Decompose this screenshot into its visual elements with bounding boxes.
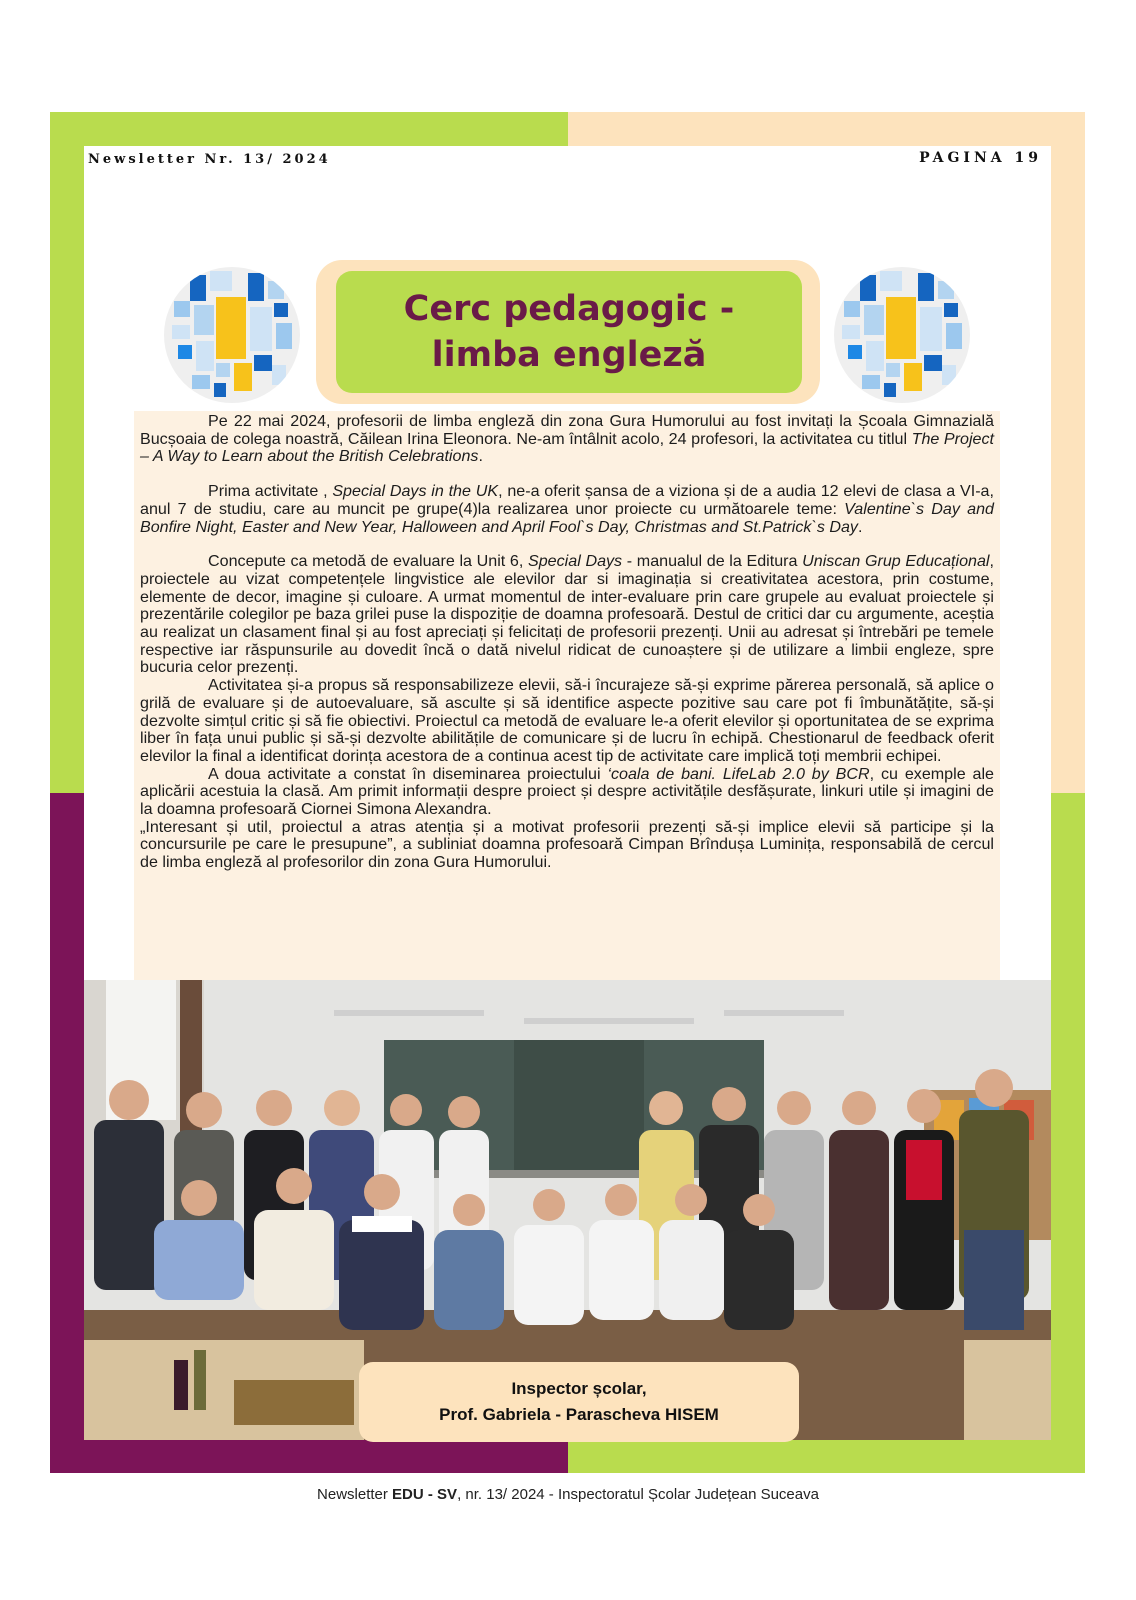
mosaic-decoration-right-icon xyxy=(834,267,970,403)
paragraph-3: Concepute ca metodă de evaluare la Unit 6, Special Days - manualul de la Editura Uniscan Grup Educațional, proiectele au vizat competențele lingvistice ale elevilor dar si imaginația si creativitatea acestora, prin costume, elemente de decor, imagine și culoare. A urmat momentul de inter-evaluare prin care grupele au evaluat proiectele și prezentările colegilor pe baza grilei puse la dispoziție de doamna profesoară. Destul de critici dar cu argumente, aceștia au realizat un clasament final și au fost apreciați și felicitați de profesorii prezenți. Unii au adresat și întrebări pe temele respective iar răspunsurile au dovedit încă o dată nivelul ridicat de cunoaștere și de utilizare a limbii engleze, spre bucuria celor prezenți. xyxy=(140,552,994,677)
paragraph-6-quote: „Interesant și util, proiectul a atras atenția și a motivat profesorii prezenți să-și implice elevii să participe și la concursurile pe care le presupune”, a subliniat doamna profesoară Cimpan Brîndușa Luminița, responsabilă de cercul de limba engleză al profesorilor din zona Gura Humorului. xyxy=(140,817,994,872)
mosaic-decoration-left-icon xyxy=(164,267,300,403)
page-footer: Newsletter EDU - SV, nr. 13/ 2024 - Inspectoratul Școlar Județean Suceava xyxy=(317,1486,819,1503)
author-name: Prof. Gabriela - Parascheva HISEM xyxy=(439,1405,719,1424)
paragraph-4: Activitatea și-a propus să responsabilizeze elevii, să-i încurajeze să-și exprime părerea personală, să aplice o grilă de evaluare și de autoevaluare, să asculte și să identifice aspecte pozitive sau care pot fi îmbunătățite, să-și dezvolte simțul critic și să fie obiectivi. Proiectul ca metodă de evaluare le-a oferit elevilor și oportunitatea de se exprima liber în fața unui public și să-și dezvolte abilitățile de comunicare și de lucru în echipă. Chestionarul de feedback oferit elevilor la final a identificat dorința acestora de a continua acest tip de activitate care implică toți membrii echipei. xyxy=(140,676,994,765)
paragraph-5: A doua activitate a constat în diseminarea proiectului ‘coala de bani. LifeLab 2.0 by BCR, cu exemple ale aplicării acestuia la clasă. Am primit informații despre proiect și despre activitățile desfășurate, linkuri utile și imagini de la doamna profesoară Ciornei Simona Alexandra. xyxy=(140,764,995,819)
newsletter-header: Newsletter Nr. 13/ 2024 xyxy=(88,152,331,167)
author-role: Inspector școlar, xyxy=(511,1379,647,1398)
article-title xyxy=(349,286,789,378)
paragraph-2: Prima activitate , Special Days in the UK, ne-a oferit șansa de a viziona și de a audia 12 elevi de clasa a VI-a, anul 7 de studiu, care au muncit pe grupe(4)la realizarea unor proiecte cu următoarele teme: Valentine`s Day and Bonfire Night, Easter and New Year, Halloween and April Fool`s Day, Christmas and St.Patrick`s Day. xyxy=(140,482,994,536)
article-title-line-2: limba engleză xyxy=(431,335,707,375)
page-number: PAGINA 19 xyxy=(919,150,1042,166)
article-body xyxy=(134,411,1000,982)
author-signature xyxy=(359,1362,799,1442)
title-box xyxy=(336,271,802,393)
article-title-line-1: Cerc pedagogic - xyxy=(403,289,735,329)
paragraph-1: Pe 22 mai 2024, profesorii de limba engleză din zona Gura Humorului au fost invitați la Școala Gimnazială Bucșoaia de colega noastră, Căilean Irina Eleonora. Ne-am întâlnit acolo, 24 profesori, la activitatea cu titlul The Project – A Way to Learn about the British Celebrations. xyxy=(140,412,995,466)
